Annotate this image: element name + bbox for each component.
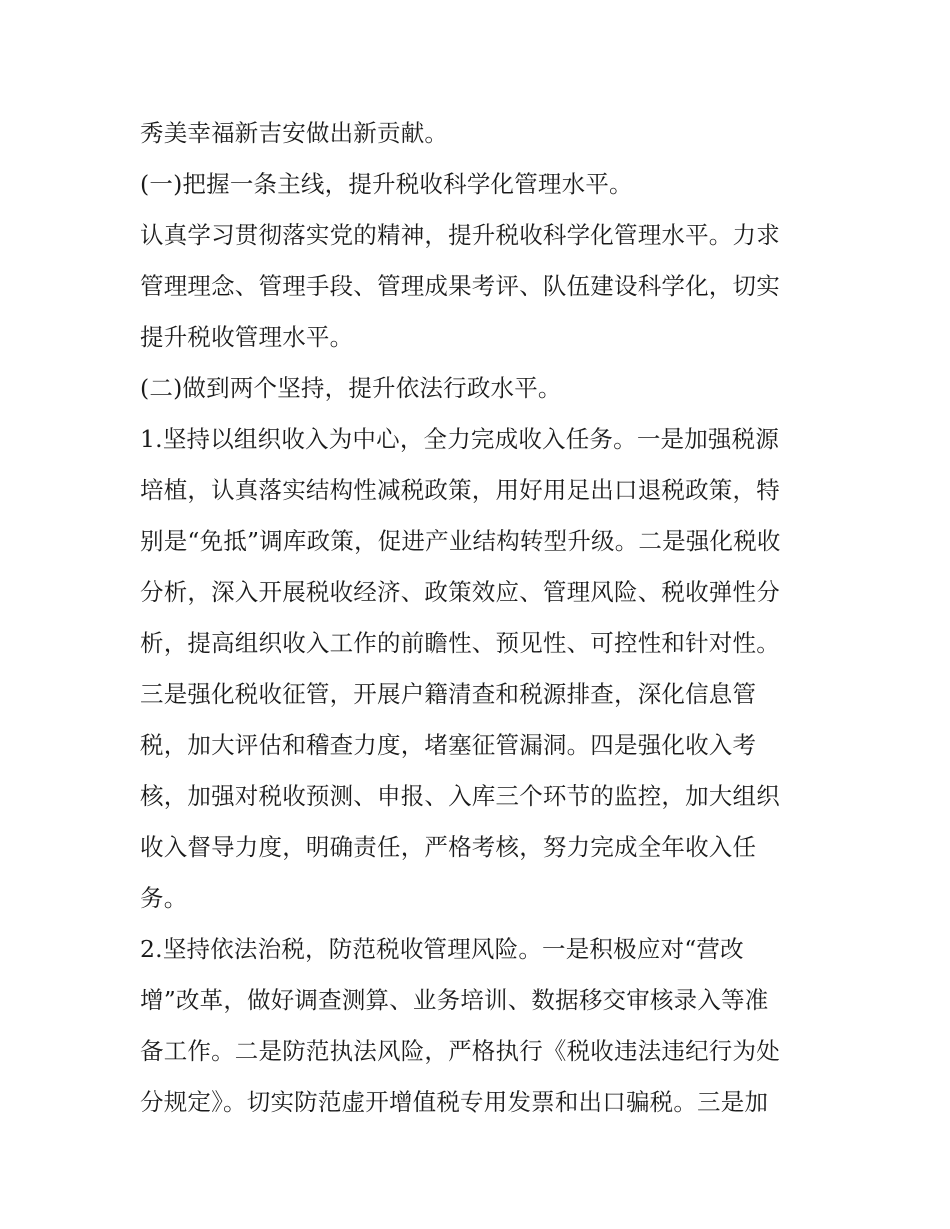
text-line: 核，加强对税收预测、申报、入库三个环节的监控，加大组织 — [140, 782, 780, 810]
text-line: 认真学习贯彻落实党的精神，提升税收科学化管理水平。力求 — [140, 221, 780, 249]
text-line: 提升税收管理水平。 — [140, 323, 354, 351]
text-line: 增”改革，做好调查测算、业务培训、数据移交审核录入等准 — [140, 986, 769, 1014]
text-line: 2.坚持依法治税，防范税收管理风险。一是积极应对“营改 — [140, 935, 744, 963]
text-line: 分析，深入开展税收经济、政策效应、管理风险、税收弹性分 — [140, 578, 780, 606]
text-line: 培植，认真落实结构性减税政策，用好用足出口退税政策，特 — [140, 476, 780, 504]
text-line: 析，提高组织收入工作的前瞻性、预见性、可控性和针对性。 — [140, 629, 780, 657]
text-line: 分规定》。切实防范虚开增值税专用发票和出口骗税。三是加 — [140, 1088, 769, 1116]
section-heading: (一)把握一条主线，提升税收科学化管理水平。 — [140, 170, 633, 198]
document-body — [140, 108, 820, 1128]
text-line: 务。 — [140, 884, 188, 912]
text-line: 管理理念、管理手段、管理成果考评、队伍建设科学化，切实 — [140, 272, 780, 300]
text-line: 收入督导力度，明确责任，严格考核，努力完成全年收入任 — [140, 833, 757, 861]
text-line: 三是强化税收征管，开展户籍清查和税源排查，深化信息管 — [140, 680, 757, 708]
text-line: 1.坚持以组织收入为中心，全力完成收入任务。一是加强税源 — [140, 425, 780, 453]
text-line: 备工作。二是防范执法风险，严格执行《税收违法违纪行为处 — [140, 1037, 780, 1065]
section-heading: (二)做到两个坚持，提升依法行政水平。 — [140, 374, 562, 402]
text-line: 别是“免抵”调库政策，促进产业结构转型升级。二是强化税收 — [140, 527, 781, 555]
text-line: 税，加大评估和稽查力度，堵塞征管漏洞。四是强化收入考 — [140, 731, 757, 759]
text-line: 秀美幸福新吉安做出新贡献。 — [140, 119, 449, 147]
